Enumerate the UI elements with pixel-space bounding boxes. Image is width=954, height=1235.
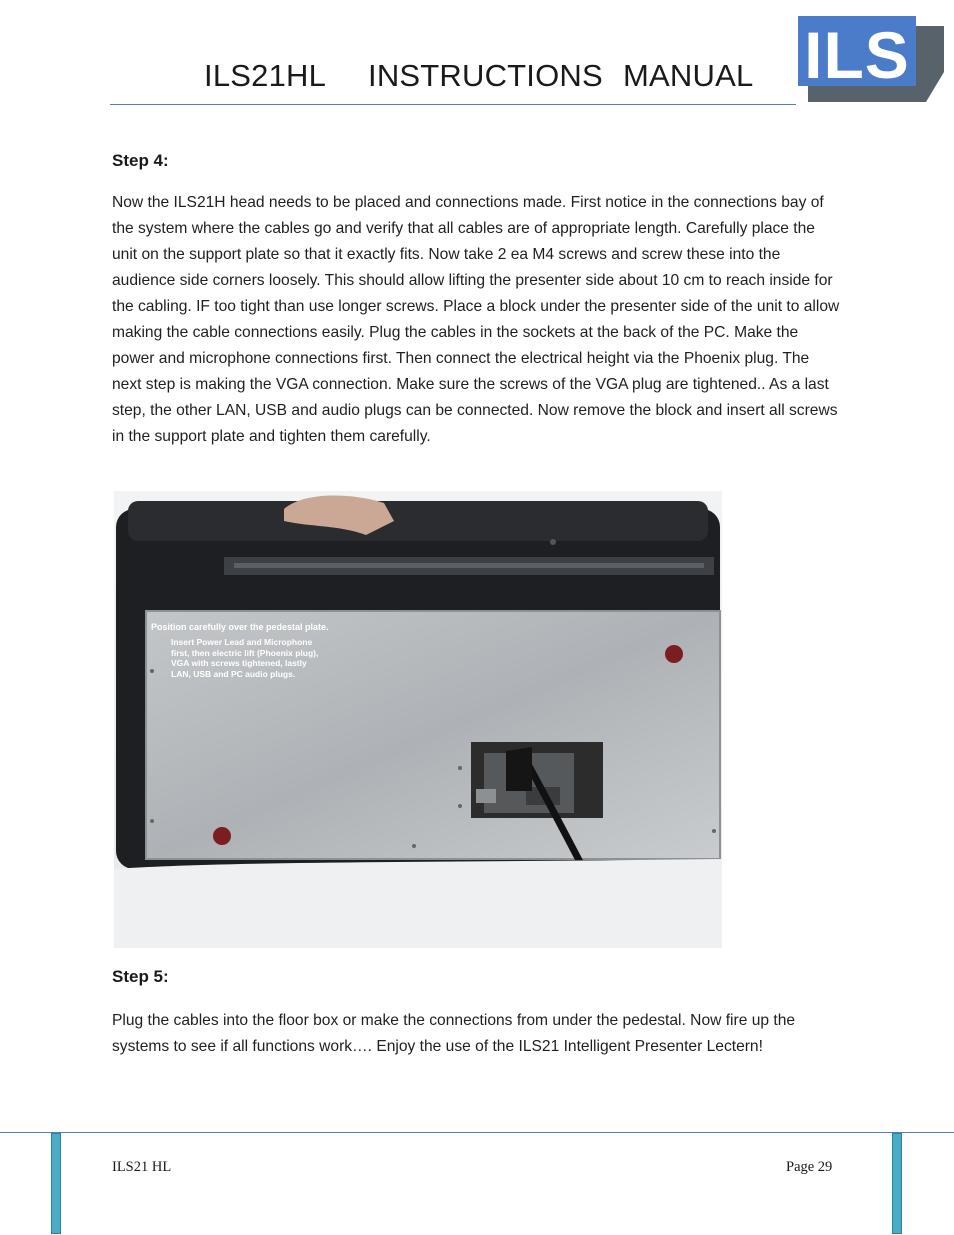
photo-caption-line-1: Insert Power Lead and Microphone bbox=[171, 637, 313, 647]
footer-right-bar bbox=[892, 1133, 902, 1234]
step5-heading: Step 5: bbox=[112, 967, 169, 986]
photo-caption-line-2: first, then electric lift (Phoenix plug), bbox=[171, 648, 319, 658]
title-part-model: ILS21HL bbox=[204, 58, 327, 93]
step4-paragraph: Now the ILS21H head needs to be placed and connections made. First notice in the connections bay of the system where the cables go and verify that all cables are of appropriate length. Carefully place the unit on the support plate so that it exactly fits. Now take 2 ea M4 screws and screw these into the audience side corners loosely. This should allow lifting the presenter side about 10 cm to reach inside for the cabling. IF too tight than use longer screws. Place a block under the presenter side of the unit to allow making the cable connections easily. Plug the cables in the sockets at the back of the PC. Make the power and microphone connections first. Then connect the electrical height via the Phoenix plug. The next step is making the VGA connection. Make sure the screws of the VGA plug are tightened.. As a last step, the other LAN, USB and audio plugs can be connected. Now remove the block and insert all screws in the support plate and tighten them carefully. bbox=[112, 194, 840, 445]
photo-caption-title: Position carefully over the pedestal plate. bbox=[151, 622, 329, 632]
header-divider bbox=[110, 104, 796, 105]
ils-logo bbox=[794, 14, 946, 106]
footer-divider bbox=[0, 1132, 954, 1133]
step5-paragraph: Plug the cables into the floor box or make the connections from under the pedestal. Now fire up the systems to see if all functions work…. Enjoy the use of the ILS21 Intelligent Presenter Lectern! bbox=[112, 1012, 796, 1055]
installation-photo bbox=[114, 491, 722, 948]
footer-left-bar bbox=[51, 1133, 61, 1234]
footer-document-name: ILS21 HL bbox=[112, 1159, 172, 1175]
title-part-manual: MANUAL bbox=[623, 58, 754, 93]
step4-heading: Step 4: bbox=[112, 151, 169, 170]
title-part-instructions: INSTRUCTIONS bbox=[368, 58, 603, 93]
logo-text: ILS bbox=[804, 18, 910, 92]
photo-caption-line-3: VGA with screws tightened, lastly bbox=[171, 658, 307, 668]
photo-caption-line-4: LAN, USB and PC audio plugs. bbox=[171, 669, 296, 679]
page-number: Page 29 bbox=[786, 1159, 833, 1175]
